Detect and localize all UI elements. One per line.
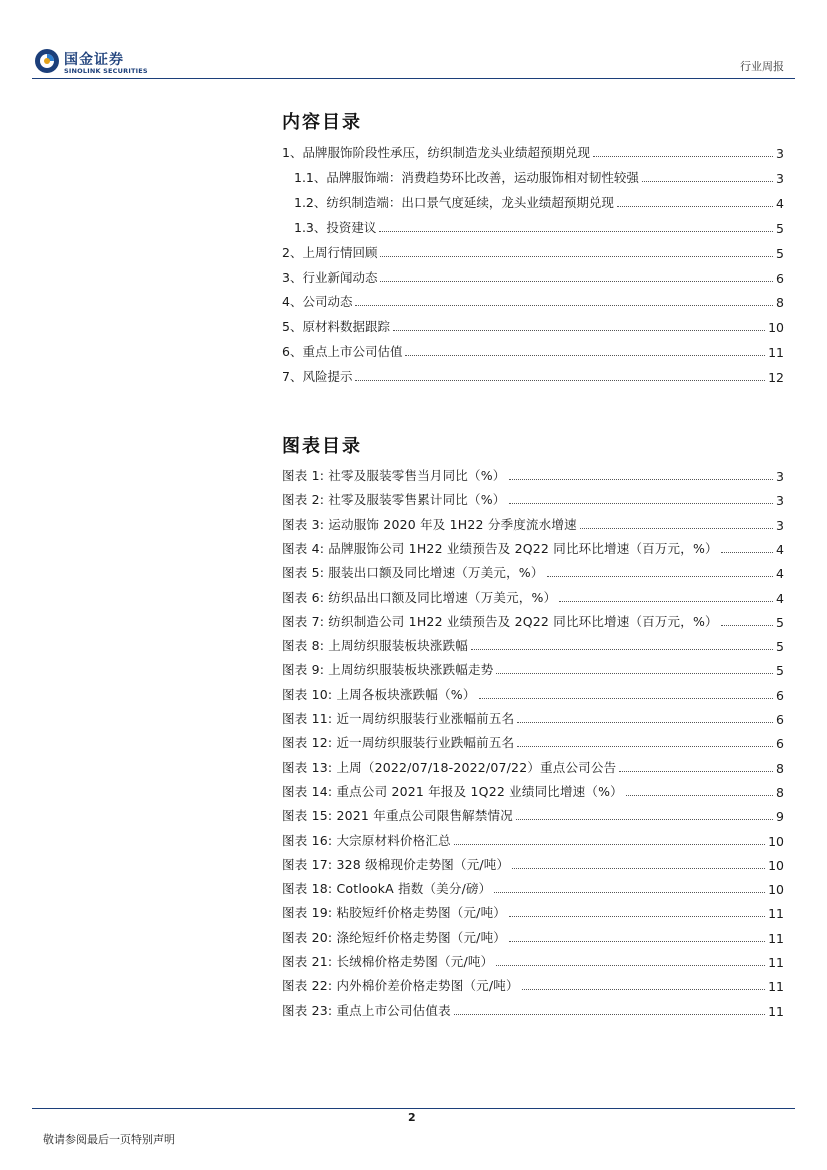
- dot-leader: [494, 892, 765, 893]
- figure-entry[interactable]: [282, 464, 784, 484]
- dot-leader: [393, 330, 765, 331]
- figure-entry[interactable]: [282, 561, 784, 581]
- figure-entry[interactable]: [282, 804, 784, 824]
- figure-entry[interactable]: [282, 683, 784, 703]
- contents-entry-page: 6: [776, 270, 784, 286]
- figure-entry-label: 图表 3: 运动服饰 2020 年及 1H22 分季度流水增速: [282, 516, 577, 532]
- figure-entry-page: 4: [776, 566, 784, 582]
- figure-entry-page: 11: [768, 930, 784, 946]
- dot-leader: [516, 819, 773, 820]
- contents-entry[interactable]: [282, 290, 784, 310]
- figure-entry[interactable]: [282, 513, 784, 533]
- contents-entry-label: 3、行业新闻动态: [282, 269, 378, 285]
- sinolink-logo-icon: [34, 48, 60, 74]
- dot-leader: [379, 231, 773, 232]
- dot-leader: [580, 528, 773, 529]
- contents-entry-page: 12: [768, 370, 784, 386]
- dot-leader: [471, 649, 773, 650]
- report-type-label: 行业周报: [740, 60, 784, 73]
- dot-leader: [479, 698, 774, 699]
- logo-text-en: SINOLINK SECURITIES: [64, 67, 148, 75]
- contents-entry-label: 7、风险提示: [282, 369, 353, 385]
- contents-entry[interactable]: [294, 191, 784, 211]
- dot-leader: [512, 868, 765, 869]
- figure-entry-page: 3: [776, 493, 784, 509]
- figure-entry-label: 图表 17: 328 级棉现价走势图（元/吨）: [282, 856, 510, 872]
- dot-leader: [721, 552, 773, 553]
- contents-entry[interactable]: [282, 365, 784, 385]
- figure-entry-page: 5: [776, 639, 784, 655]
- dot-leader: [380, 256, 773, 257]
- contents-entry[interactable]: [294, 166, 784, 186]
- figures-title: 图表目录: [282, 436, 362, 457]
- dot-leader: [496, 965, 765, 966]
- figure-entry-label: 图表 16: 大宗原材料价格汇总: [282, 832, 451, 848]
- figure-entry[interactable]: [282, 586, 784, 606]
- figure-entry-page: 6: [776, 687, 784, 703]
- figure-entry-page: 11: [768, 955, 784, 970]
- company-logo: [34, 48, 154, 78]
- dot-leader: [517, 746, 773, 747]
- dot-leader: [619, 771, 773, 772]
- contents-entry-label: 5、原材料数据跟踪: [282, 319, 390, 335]
- contents-entry-label: 4、公司动态: [282, 294, 353, 310]
- dot-leader: [355, 305, 773, 306]
- figure-entry[interactable]: [282, 950, 784, 970]
- figure-entry[interactable]: [282, 658, 784, 678]
- dot-leader: [454, 844, 765, 845]
- contents-entry[interactable]: [282, 241, 784, 261]
- contents-entry-page: 3: [776, 170, 784, 186]
- dot-leader: [642, 181, 773, 182]
- figure-entry[interactable]: [282, 926, 784, 946]
- contents-entry-page: 5: [776, 220, 784, 236]
- dot-leader: [559, 601, 773, 602]
- figure-entry-label: 图表 22: 内外棉价差价格走势图（元/吨）: [282, 978, 519, 994]
- dot-leader: [509, 503, 774, 504]
- dot-leader: [626, 795, 773, 796]
- figure-entry[interactable]: [282, 537, 784, 557]
- contents-entry-page: 11: [768, 345, 784, 361]
- disclaimer-text: 敬请参阅最后一页特别声明: [43, 1133, 175, 1146]
- dot-leader: [517, 722, 773, 723]
- figure-entry-label: 图表 20: 涤纶短纤价格走势图（元/吨）: [282, 929, 506, 945]
- header-divider: [32, 78, 795, 79]
- dot-leader: [509, 479, 774, 480]
- figure-entry-page: 5: [776, 663, 784, 679]
- figure-entry-page: 9: [776, 809, 784, 825]
- figure-entry-label: 图表 15: 2021 年重点公司限售解禁情况: [282, 808, 513, 824]
- figure-entry[interactable]: [282, 756, 784, 776]
- contents-entry[interactable]: [282, 141, 784, 161]
- figure-entry[interactable]: [282, 999, 784, 1019]
- figure-entry[interactable]: [282, 707, 784, 727]
- figure-entry-label: 图表 23: 重点上市公司估值表: [282, 1002, 451, 1018]
- figure-entry[interactable]: [282, 974, 784, 994]
- figure-entry[interactable]: [282, 780, 784, 800]
- figure-entry-page: 11: [768, 1003, 784, 1019]
- dot-leader: [721, 625, 773, 626]
- figure-entry[interactable]: [282, 829, 784, 849]
- figure-entry-page: 8: [776, 784, 784, 800]
- figure-entry-label: 图表 18: CotlookA 指数（美分/磅）: [282, 881, 492, 897]
- contents-entry[interactable]: [294, 216, 784, 236]
- figure-entry-label: 图表 9: 上周纺织服装板块涨跌幅走势: [282, 662, 494, 678]
- page-number: 2: [408, 1111, 416, 1124]
- figure-entry[interactable]: [282, 877, 784, 897]
- figure-entry-label: 图表 21: 长绒棉价格走势图（元/吨）: [282, 954, 494, 969]
- dot-leader: [547, 576, 773, 577]
- contents-entry-page: 10: [768, 320, 784, 336]
- dot-leader: [509, 916, 765, 917]
- figure-entry[interactable]: [282, 731, 784, 751]
- contents-entry[interactable]: [282, 340, 784, 360]
- figure-entry-label: 图表 14: 重点公司 2021 年报及 1Q22 业绩同比增速（%）: [282, 783, 623, 799]
- figure-entry-page: 10: [768, 833, 784, 849]
- figure-entry-label: 图表 4: 品牌服饰公司 1H22 业绩预告及 2Q22 同比环比增速（百万元，%）: [282, 540, 718, 556]
- page-header: [0, 0, 827, 80]
- figure-entry[interactable]: [282, 634, 784, 654]
- contents-entry-label: 6、重点上市公司估值: [282, 344, 403, 360]
- dot-leader: [617, 206, 773, 207]
- figure-entry-label: 图表 6: 纺织品出口额及同比增速（万美元，%）: [282, 589, 557, 605]
- dot-leader: [380, 281, 773, 282]
- figure-entry-label: 图表 12: 近一周纺织服装行业跌幅前五名: [282, 735, 515, 751]
- figure-entry[interactable]: [282, 901, 784, 921]
- figure-entry[interactable]: [282, 488, 784, 508]
- figure-entry-page: 3: [776, 469, 784, 484]
- contents-entry-label: 1.1、品牌服饰端：消费趋势环比改善，运动服饰相对韧性较强: [294, 169, 639, 185]
- contents-entry-label: 1、品牌服饰阶段性承压，纺织制造龙头业绩超预期兑现: [282, 145, 590, 160]
- dot-leader: [593, 156, 773, 157]
- figure-entry-label: 图表 8: 上周纺织服装板块涨跌幅: [282, 638, 469, 654]
- contents-entry[interactable]: [282, 315, 784, 335]
- contents-entry-label: 1.2、纺织制造端：出口景气度延续，龙头业绩超预期兑现: [294, 194, 614, 210]
- figure-entry-page: 4: [776, 590, 784, 606]
- contents-title: 内容目录: [282, 112, 362, 133]
- figure-entry-label: 图表 11: 近一周纺织服装行业涨幅前五名: [282, 711, 515, 726]
- contents-entry-page: 4: [776, 195, 784, 211]
- contents-entry-page: 3: [776, 146, 784, 161]
- figure-entry-label: 图表 1: 社零及服装零售当月同比（%）: [282, 468, 506, 483]
- figure-entry-label: 图表 2: 社零及服装零售累计同比（%）: [282, 492, 506, 508]
- dot-leader: [355, 380, 765, 381]
- figure-entry-label: 图表 7: 纺织制造公司 1H22 业绩预告及 2Q22 同比环比增速（百万元，%）: [282, 613, 718, 629]
- figure-entry-page: 10: [768, 882, 784, 898]
- dot-leader: [454, 1014, 765, 1015]
- figure-entry-page: 6: [776, 712, 784, 727]
- figure-entry-page: 8: [776, 760, 784, 776]
- figure-entry[interactable]: [282, 610, 784, 630]
- contents-entry-label: 2、上周行情回顾: [282, 244, 378, 260]
- dot-leader: [509, 941, 765, 942]
- figure-entry-page: 11: [768, 979, 784, 995]
- footer-divider: [32, 1108, 795, 1109]
- dot-leader: [496, 673, 773, 674]
- figure-entry-label: 图表 13: 上周（2022/07/18-2022/07/22）重点公司公告: [282, 759, 617, 775]
- figure-entry[interactable]: [282, 853, 784, 873]
- contents-entry-page: 5: [776, 245, 784, 261]
- figure-entry-page: 4: [776, 541, 784, 557]
- figure-entry-label: 图表 19: 粘胶短纤价格走势图（元/吨）: [282, 905, 506, 921]
- dot-leader: [522, 989, 765, 990]
- contents-entry[interactable]: [282, 266, 784, 286]
- contents-entry-page: 8: [776, 295, 784, 311]
- figure-entry-label: 图表 10: 上周各板块涨跌幅（%）: [282, 686, 476, 702]
- figure-entry-page: 5: [776, 614, 784, 630]
- figure-entry-page: 3: [776, 517, 784, 533]
- figure-entry-page: 11: [768, 906, 784, 922]
- figure-entry-page: 6: [776, 736, 784, 752]
- figure-entry-label: 图表 5: 服装出口额及同比增速（万美元，%）: [282, 565, 544, 581]
- figure-entry-page: 10: [768, 857, 784, 873]
- logo-text-cn: 国金证券: [64, 52, 124, 68]
- contents-entry-label: 1.3、投资建议: [294, 219, 377, 235]
- dot-leader: [405, 355, 765, 356]
